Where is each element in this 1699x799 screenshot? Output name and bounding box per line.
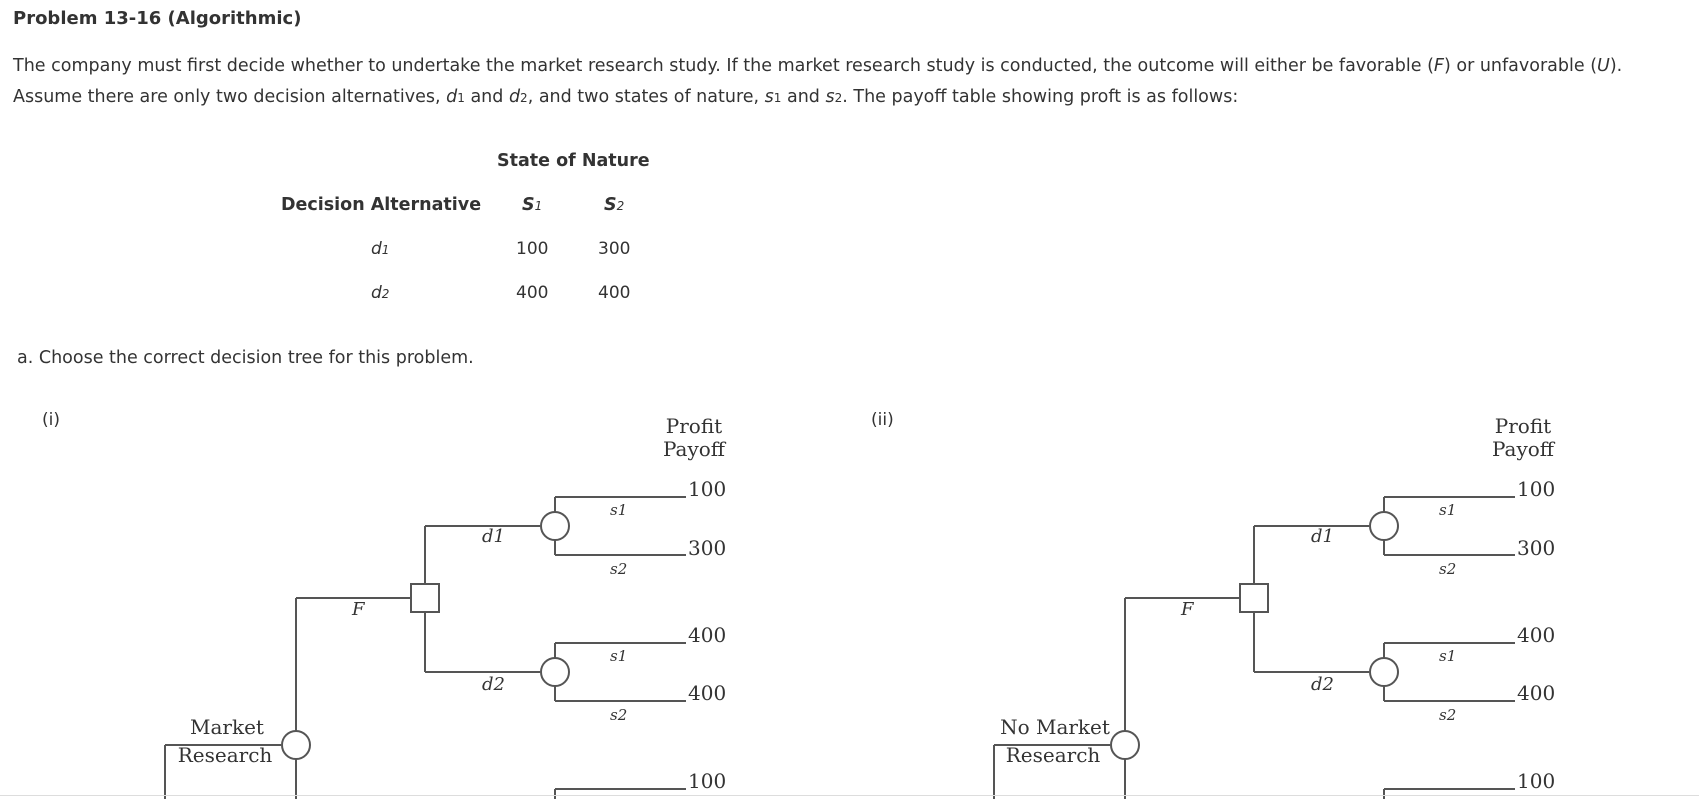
tree-ii-payoff-3: 400 xyxy=(1517,623,1556,647)
tree-ii-research-chance-node xyxy=(1111,731,1139,759)
d2-subscript: 2 xyxy=(520,91,528,105)
row-d2-sub: 2 xyxy=(381,287,390,301)
s2-subscript: 2 xyxy=(834,91,843,105)
s1-symbol: s xyxy=(764,87,774,107)
tree-i-root-line-2: Research xyxy=(177,743,273,767)
and-text-1: and xyxy=(464,87,509,107)
tree-i-root-line-1: Market xyxy=(190,715,264,739)
tree-i-option-label[interactable]: (i) xyxy=(42,410,60,430)
intro-line-1-text-c: ). xyxy=(1609,56,1623,76)
s1-header-letter: S xyxy=(522,195,535,215)
cell-d1-s1: 100 xyxy=(516,239,549,259)
tree-ii-branch-d2: d2 xyxy=(1311,674,1334,695)
cell-d1-s2: 300 xyxy=(598,239,631,259)
tree-i-research-chance-node xyxy=(282,731,310,759)
and-text-2: and xyxy=(781,87,826,107)
tree-i-payoff-5: 100 xyxy=(688,769,727,793)
d1-symbol: d xyxy=(446,87,458,107)
intro-line-2-text-b: , and two states of nature, xyxy=(527,87,765,107)
s1-header-sub: 1 xyxy=(534,199,543,213)
tree-i-payoff-3: 400 xyxy=(688,623,727,647)
tree-ii-branch-s2-upper: s2 xyxy=(1439,560,1457,578)
tree-ii-root-line-1: No Market xyxy=(1000,715,1110,739)
tree-ii-text xyxy=(1000,414,1556,793)
tree-i-branch-s2-upper: s2 xyxy=(610,560,628,578)
tree-i-branch-s1-upper: s1 xyxy=(610,501,628,519)
tree-i-d2-chance-node xyxy=(541,658,569,686)
tree-i-branch-s1-lower: s1 xyxy=(610,647,628,665)
decision-alternative-header: Decision Alternative xyxy=(281,195,482,215)
s2-header-letter: S xyxy=(604,195,617,215)
tree-ii-payoff-2: 300 xyxy=(1517,536,1556,560)
tree-i-d1-chance-node xyxy=(541,512,569,540)
tree-i-text xyxy=(178,414,727,793)
s2-symbol: s xyxy=(825,87,835,107)
tree-i-payoff-header-2: Payoff xyxy=(662,437,726,461)
unfavorable-symbol: U xyxy=(1597,56,1610,76)
intro-line-1-text-b: ) or unfavorable ( xyxy=(1443,56,1598,76)
intro-line-2-text-a: Assume there are only two decision alternatives, xyxy=(13,87,447,107)
s1-subscript: 1 xyxy=(773,91,782,105)
tree-ii-payoff-header-2: Payoff xyxy=(1491,437,1555,461)
cell-d2-s1: 400 xyxy=(516,283,549,303)
tree-ii-payoff-1: 100 xyxy=(1517,477,1556,501)
question-a: a. Choose the correct decision tree for this problem. xyxy=(17,348,474,368)
s2-header-sub: 2 xyxy=(616,199,625,213)
tree-i-branch-s2-lower: s2 xyxy=(610,706,628,724)
row-d1-sub: 1 xyxy=(381,243,390,257)
favorable-symbol: F xyxy=(1433,56,1444,76)
tree-ii-payoff-5: 100 xyxy=(1517,769,1556,793)
tree-ii-branch-s2-lower: s2 xyxy=(1439,706,1457,724)
tree-ii-root-line-2: Research xyxy=(1005,743,1101,767)
cell-d2-s2: 400 xyxy=(598,283,631,303)
tree-ii-branch-d1: d1 xyxy=(1311,526,1334,547)
tree-i-payoff-header-1: Profit xyxy=(665,414,723,438)
d2-symbol: d xyxy=(508,87,521,107)
tree-i-payoff-2: 300 xyxy=(688,536,727,560)
tree-ii-branch-f: F xyxy=(1181,599,1194,620)
tree-i-branch-d2: d2 xyxy=(482,674,505,695)
tree-i-decision-node xyxy=(411,584,439,612)
tree-i-payoff-4: 400 xyxy=(688,681,727,705)
tree-i-branch-d1: d1 xyxy=(482,526,505,547)
tree-ii-payoff-header-1: Profit xyxy=(1494,414,1552,438)
tree-ii-d1-chance-node xyxy=(1370,512,1398,540)
tree-ii-option-label[interactable]: (ii) xyxy=(871,410,894,430)
d1-subscript: 1 xyxy=(457,91,465,105)
problem-title: Problem 13-16 (Algorithmic) xyxy=(13,8,302,29)
intro-line-1-text-a: The company must first decide whether to undertake the market research study. If the market research study is conducted, the outcome will either be favorable ( xyxy=(13,56,1434,76)
tree-ii-payoff-4: 400 xyxy=(1517,681,1556,705)
row-d2-letter: d xyxy=(371,283,382,303)
tree-i-branch-f: F xyxy=(352,599,365,620)
bottom-divider xyxy=(0,795,1699,796)
tree-i-payoff-1: 100 xyxy=(688,477,727,501)
tree-ii-branch-s1-lower: s1 xyxy=(1439,647,1457,665)
row-d1-letter: d xyxy=(371,239,382,259)
state-of-nature-header: State of Nature xyxy=(497,151,650,171)
intro-line-2-text-c: . The payoff table showing proft is as follows: xyxy=(842,87,1239,107)
tree-ii-branch-s1-upper: s1 xyxy=(1439,501,1457,519)
tree-ii-d2-chance-node xyxy=(1370,658,1398,686)
tree-ii-decision-node xyxy=(1240,584,1268,612)
